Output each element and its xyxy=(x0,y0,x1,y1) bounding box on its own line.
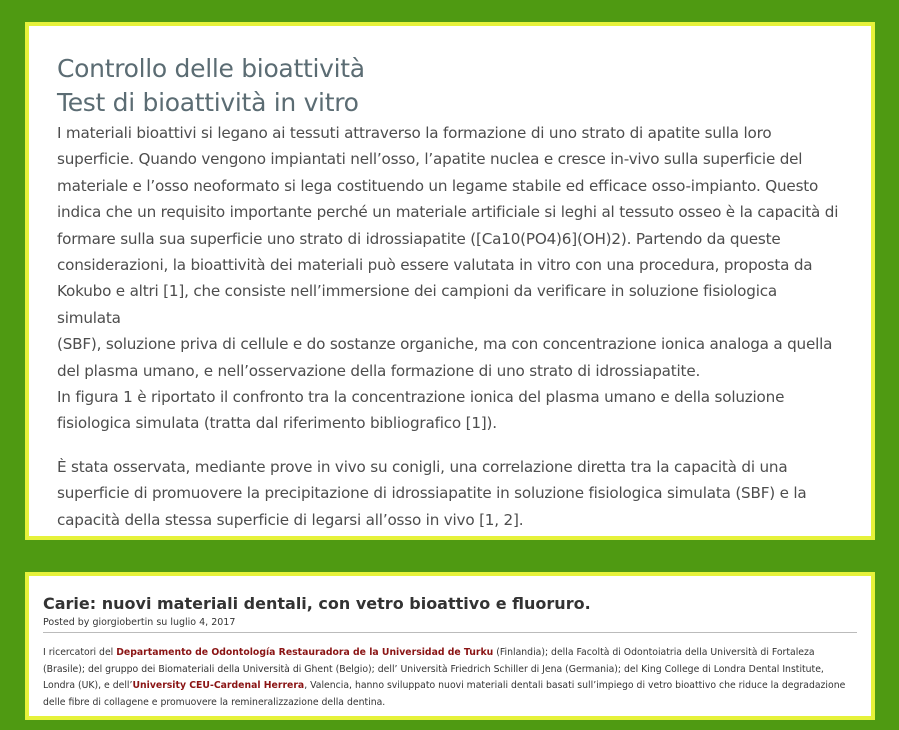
article-paragraph-2 xyxy=(57,454,843,533)
page-title: Controllo delle bioattività xyxy=(57,54,365,83)
text-line: (SBF), soluzione priva di cellule e do sostanze organiche, ma con concentrazione ionica analoga a quella xyxy=(57,335,833,354)
text-line: In figura 1 è riportato il confronto tra la concentrazione ionica del plasma umano e della soluzione xyxy=(57,388,785,407)
section-title: Test di bioattività in vitro xyxy=(57,88,359,117)
post-body xyxy=(43,645,857,711)
text-line: materiale e l’osso neoformato si lega costituendo un legame stabile ed efficace osso-impianto. Questo xyxy=(57,176,819,195)
blog-post-panel xyxy=(25,572,875,720)
post-meta: Posted by giorgiobertin su luglio 4, 2017 xyxy=(43,616,857,633)
article-panel xyxy=(25,22,875,540)
post-text-2: (Finlandia); della Facoltà di Odontoiatria della Università di Fortaleza (Brasile); del gruppo dei Biomateriali della Università di Ghent (Belgio); dell’ Università Friedrich Schiller di Jena (Germania); del King College di Londra Dental Institute, Londra (UK), e dell’ xyxy=(43,647,824,692)
text-line: capacità della stessa superficie di legarsi all’osso in vivo [1, 2]. xyxy=(57,510,524,529)
text-line: superficie di promuovere la precipitazione di idrossiapatite in soluzione fisiologica simulata (SBF) e la xyxy=(57,484,807,503)
university-ceu-link[interactable]: University CEU-Cardenal Herrera xyxy=(132,680,305,692)
post-text-1: I ricercatori del xyxy=(43,647,117,658)
text-line: del plasma umano, e nell’osservazione della formazione di uno strato di idrossiapatite. xyxy=(57,361,701,380)
text-line: I materiali bioattivi si legano ai tessuti attraverso la formazione di uno strato di apatite sulla loro xyxy=(57,124,772,142)
text-line: considerazioni, la bioattività dei materiali può essere valutata in vitro con una procedura, proposta da xyxy=(57,256,813,275)
text-line: formare sulla sua superficie uno strato di idrossiapatite ([Ca10(PO4)6](OH)2). Partendo da queste xyxy=(57,229,781,248)
text-line: fisiologica simulata (tratta dal riferimento bibliografico [1]). xyxy=(57,414,497,433)
article-paragraph-1 xyxy=(57,120,843,437)
post-title[interactable]: Carie: nuovi materiali dentali, con vetro bioattivo e fluoruro. xyxy=(43,594,591,613)
university-turku-link[interactable]: Departamento de Odontología Restauradora de la Universidad de Turku xyxy=(116,647,494,658)
text-line: superficie. Quando vengono impiantati nell’osso, l’apatite nuclea e cresce in-vivo sulla superficie del xyxy=(57,150,803,169)
text-line: È stata osservata, mediante prove in vivo su conigli, una correlazione diretta tra la capacità di una xyxy=(57,457,788,476)
text-line: Kokubo e altri [1], che consiste nell’immersione dei campioni da verificare in soluzione fisiologica simulata xyxy=(57,282,777,327)
post-text-3: , Valencia, hanno sviluppato nuovi materiali dentali basati sull’impiego di vetro bioattivo che riduce la degradazione delle fibre di collagene e promuovere la remineralizzazione della dentina. xyxy=(43,680,846,708)
text-line: indica che un requisito importante perché un materiale artificiale si leghi al tessuto osseo è la capacità di xyxy=(57,203,839,222)
